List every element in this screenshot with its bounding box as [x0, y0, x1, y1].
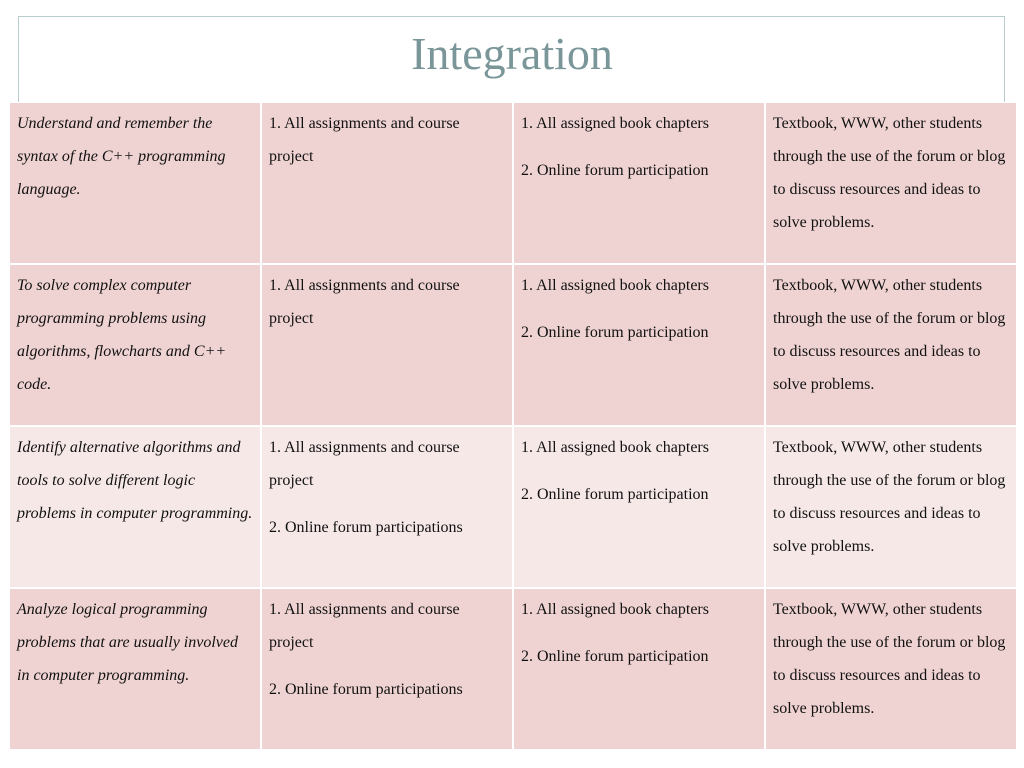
activity-item: 2. Online forum participation	[521, 486, 709, 503]
objective-cell	[10, 103, 260, 263]
table-row	[10, 265, 1016, 425]
activities-cell	[514, 103, 764, 263]
assessment-cell	[262, 427, 512, 587]
resources-text: Textbook, WWW, other students through the use of the forum or blog to discuss resources and ideas to solve problems.	[773, 115, 1006, 231]
assessment-item: 1. All assignments and course project	[269, 601, 460, 651]
assessment-cell	[262, 265, 512, 425]
activity-item: 1. All assigned book chapters	[521, 601, 709, 618]
objective-cell	[10, 427, 260, 587]
resources-text: Textbook, WWW, other students through the use of the forum or blog to discuss resources and ideas to solve problems.	[773, 601, 1006, 717]
objective-text: Identify alternative algorithms and tools to solve different logic problems in computer programming.	[17, 439, 253, 522]
activity-item: 1. All assigned book chapters	[521, 277, 709, 294]
table-row	[10, 103, 1016, 263]
table-row	[10, 589, 1016, 749]
resources-cell	[766, 427, 1016, 587]
activities-cell	[514, 265, 764, 425]
objective-cell	[10, 265, 260, 425]
table-row	[10, 427, 1016, 587]
assessment-item: 1. All assignments and course project	[269, 439, 460, 489]
activity-item: 2. Online forum participation	[521, 162, 709, 179]
assessment-item: 1. All assignments and course project	[269, 277, 460, 327]
resources-text: Textbook, WWW, other students through the use of the forum or blog to discuss resources and ideas to solve problems.	[773, 277, 1006, 393]
activities-cell	[514, 427, 764, 587]
integration-table	[8, 101, 1018, 751]
objective-text: To solve complex computer programming problems using algorithms, flowcharts and C++ code.	[17, 277, 227, 393]
objective-cell	[10, 589, 260, 749]
resources-cell	[766, 103, 1016, 263]
activities-cell	[514, 589, 764, 749]
assessment-item: 2. Online forum participations	[269, 681, 463, 698]
resources-cell	[766, 265, 1016, 425]
assessment-cell	[262, 103, 512, 263]
activity-item: 1. All assigned book chapters	[521, 115, 709, 132]
objective-text: Understand and remember the syntax of the C++ programming language.	[17, 115, 226, 198]
assessment-item: 2. Online forum participations	[269, 519, 463, 536]
activity-item: 2. Online forum participation	[521, 324, 709, 341]
objective-text: Analyze logical programming problems that are usually involved in computer programming.	[17, 601, 238, 684]
activity-item: 1. All assigned book chapters	[521, 439, 709, 456]
assessment-item: 1. All assignments and course project	[269, 115, 460, 165]
resources-cell	[766, 589, 1016, 749]
slide-title: Integration	[411, 28, 613, 79]
activity-item: 2. Online forum participation	[521, 648, 709, 665]
assessment-cell	[262, 589, 512, 749]
resources-text: Textbook, WWW, other students through the use of the forum or blog to discuss resources and ideas to solve problems.	[773, 439, 1006, 555]
